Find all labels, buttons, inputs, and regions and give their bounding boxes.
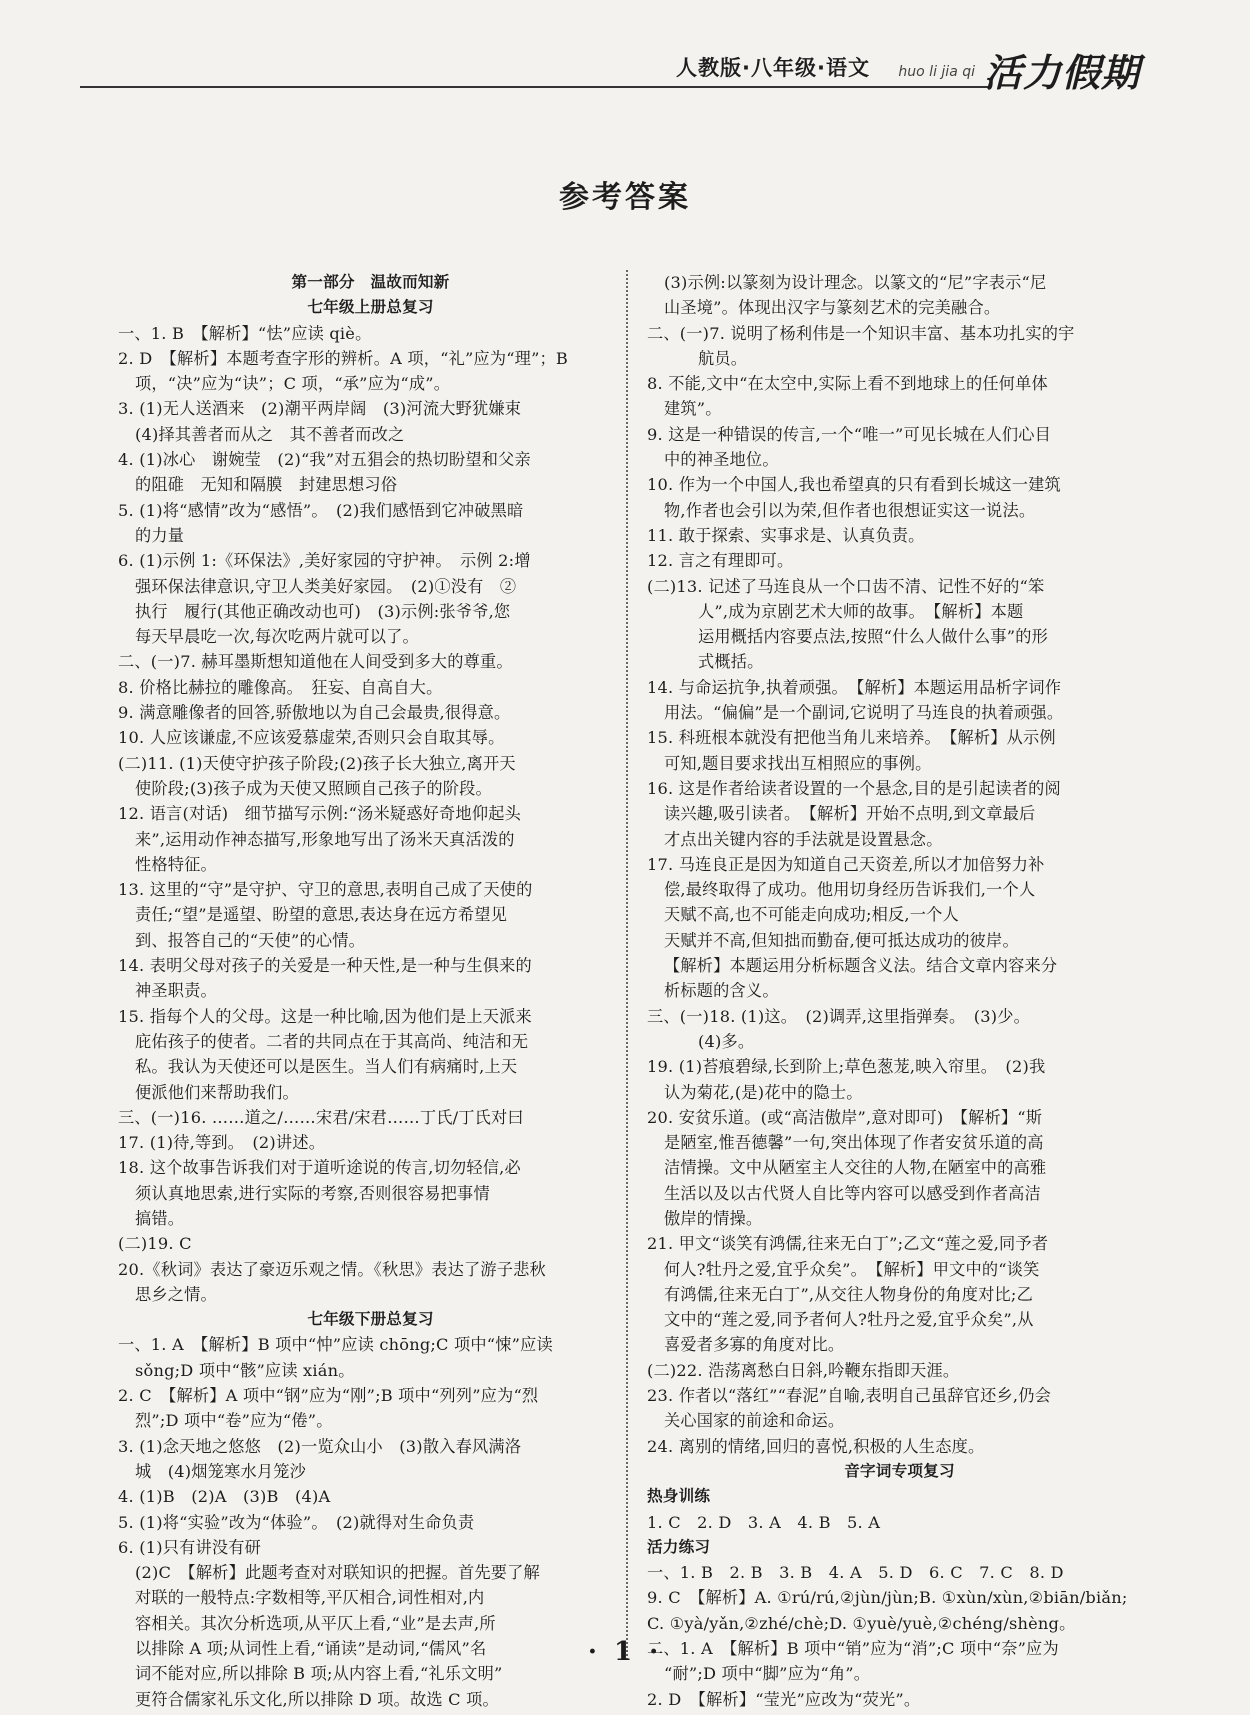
answer-line: 三、(一)16. ……道之/……宋君/宋君……丁氏/丁氏对曰 — [118, 1107, 524, 1127]
answer-line: 词不能对应,所以排除 B 项;从内容上看,“礼乐文明” — [135, 1664, 503, 1684]
answer-line: 更符合儒家礼乐文化,所以排除 D 项。故选 C 项。 — [135, 1689, 499, 1709]
answer-line: 读兴趣,吸引读者。 【解析】开始不点明,到文章最后 — [664, 804, 1036, 824]
header-rule — [80, 86, 990, 88]
answer-line: 的力量 — [135, 525, 185, 545]
answer-line: 【解析】本题运用分析标题含义法。结合文章内容来分 — [664, 956, 1058, 976]
answer-line: 来”,运用动作神态描写,形象地写出了汤米天真活泼的 — [135, 829, 515, 849]
answer-line: 5. (1)将“实验”改为“体验”。 (2)就得对生命负责 — [118, 1512, 475, 1532]
answer-line: 15. 科班根本就没有把他当角儿来培养。 【解析】从示例 — [647, 728, 1056, 748]
answer-line: 一、1. A 【解析】B 项中“忡”应读 chōng;C 项中“悚”应读 — [118, 1335, 553, 1355]
answer-line: 执行 履行(其他正确改动也可) (3)示例:张爷爷,您 — [135, 601, 511, 621]
answer-line: 文中的“莲之爱,同予者何人?牡丹之爱,宜乎众矣”,从 — [664, 1310, 1034, 1330]
answer-line: 8. 价格比赫拉的雕像高。 狂妄、自高自大。 — [118, 677, 443, 697]
answer-line: (二)22. 浩荡离愁白日斜,吟鞭东指即天涯。 — [647, 1360, 960, 1380]
answer-line: 10. 人应该谦虚,不应该爱慕虚荣,否则只会自取其辱。 — [118, 728, 505, 748]
answer-line: 是陋室,惟吾德馨”一句,突出体现了作者安贫乐道的高 — [664, 1133, 1044, 1153]
answer-line: 17. (1)待,等到。 (2)讲述。 — [118, 1133, 326, 1153]
page-title: 参考答案 — [559, 180, 691, 215]
answer-line: 有鸿儒,往来无白丁”,从交往人物身份的角度对比;乙 — [664, 1284, 1033, 1304]
answer-line: 中的神圣地位。 — [664, 450, 779, 470]
answer-line: 强环保法律意识,守卫人类美好家园。 (2)①没有 ② — [135, 576, 517, 596]
answer-line: 2. C 【解析】A 项中“钢”应为“刚”;B 项中“列列”应为“烈 — [118, 1386, 539, 1406]
answer-line: sǒng;D 项中“骸”应读 xián。 — [135, 1360, 355, 1380]
answer-line: 认为菊花,(是)花中的隐士。 — [664, 1082, 863, 1102]
column-divider — [626, 270, 628, 1660]
answer-line: 每天早晨吃一次,每次吃两片就可以了。 — [135, 627, 419, 647]
section-heading: 七年级下册总复习 — [307, 1310, 434, 1329]
answer-line: 性格特征。 — [135, 854, 217, 874]
page-header — [80, 50, 1140, 95]
answer-line: 13. 这里的“守”是守护、守卫的意思,表明自己成了天使的 — [118, 880, 533, 900]
answer-line: 19. (1)苔痕碧绿,长到阶上;草色葱茏,映入帘里。 (2)我 — [647, 1057, 1046, 1077]
answer-line: 5. (1)将“感情”改为“感悟”。 (2)我们感悟到它冲破黑暗 — [118, 500, 524, 520]
subsection-heading: 活力练习 — [647, 1537, 711, 1556]
answer-line: (4)多。 — [698, 1031, 755, 1051]
answer-line: 到、报答自己的“天使”的心情。 — [135, 930, 365, 950]
answer-line: 一、1. B 2. B 3. B 4. A 5. D 6. C 7. C 8. D — [647, 1563, 1064, 1583]
answer-line: 烈”;D 项中“卷”应为“倦”。 — [135, 1411, 333, 1431]
answer-line: 二、1. A 【解析】B 项中“销”应为“消”;C 项中“奈”应为 — [647, 1639, 1059, 1659]
answer-line: (4)择其善者而从之 其不善者而改之 — [135, 424, 405, 444]
answer-line: 23. 作者以“落红”“春泥”自喻,表明自己虽辞官还乡,仍会 — [647, 1386, 1052, 1406]
answer-line: (二)11. (1)天使守护孩子阶段;(2)孩子长大独立,离开天 — [118, 753, 516, 773]
answer-line: 生活以及以古代贤人自比等内容可以感受到作者高洁 — [664, 1183, 1041, 1203]
answer-line: 天赋并不高,但知拙而勤奋,便可抵达成功的彼岸。 — [664, 930, 1019, 950]
page-number: · 1 · — [587, 1637, 663, 1667]
section-heading: 七年级上册总复习 — [307, 298, 434, 317]
answer-line: 2. D 【解析】本题考查字形的辨析。A 项，“礼”应为“理”；B — [118, 348, 569, 368]
answer-line: 20.《秋词》表达了豪迈乐观之情。《秋思》表达了游子悲秋 — [118, 1259, 546, 1279]
left-column — [118, 270, 623, 1712]
subsection-heading: 热身训练 — [647, 1487, 711, 1506]
answer-line: 喜爱者多寡的角度对比。 — [664, 1335, 845, 1355]
answer-line: 9. 满意雕像者的回答,骄傲地以为自己会最贵,很得意。 — [118, 703, 511, 723]
answer-line: 天赋不高,也不可能走向成功;相反,一个人 — [664, 905, 959, 925]
answer-line: 城 (4)烟笼寒水月笼沙 — [135, 1461, 307, 1481]
answer-line: 用法。“偏偏”是一个副词,它说明了马连良的执着顽强。 — [664, 703, 1064, 723]
answer-line: 项，“决”应为“诀”；C 项，“承”应为“成”。 — [135, 374, 451, 394]
answer-line: 运用概括内容要点法,按照“什么人做什么事”的形 — [698, 627, 1049, 647]
answer-line: 3. (1)无人送酒来 (2)潮平两岸阔 (3)河流大野犹嫌束 — [118, 399, 522, 419]
answer-line: 二、(一)7. 赫耳墨斯想知道他在人间受到多大的尊重。 — [118, 652, 513, 672]
answer-line: 使阶段;(3)孩子成为天使又照顾自己孩子的阶段。 — [135, 778, 492, 798]
answer-line: 容相关。其次分析选项,从平仄上看,“业”是去声,所 — [135, 1613, 496, 1633]
answer-line: (2)C 【解析】此题考查对对联知识的把握。首先要了解 — [135, 1563, 540, 1583]
answer-line: 9. 这是一种错误的传言,一个“唯一”可见长城在人们心目 — [647, 424, 1052, 444]
answer-line: 15. 指每个人的父母。这是一种比喻,因为他们是上天派来 — [118, 1006, 532, 1026]
answer-line: 山圣境”。体现出汉字与篆刻艺术的完美融合。 — [664, 298, 1001, 318]
answer-line: 20. 安贫乐道。(或“高洁傲岸”,意对即可) 【解析】“斯 — [647, 1107, 1043, 1127]
answer-line: 18. 这个故事告诉我们对于道听途说的传言,切勿轻信,必 — [118, 1158, 521, 1178]
answer-line: 对联的一般特点:字数相等,平仄相合,词性相对,内 — [135, 1588, 485, 1608]
answer-line: 思乡之情。 — [135, 1284, 217, 1304]
answer-line: 二、(一)7. 说明了杨利伟是一个知识丰富、基本功扎实的宇 — [647, 323, 1075, 343]
section-heading: 第一部分 温故而知新 — [291, 273, 450, 291]
answer-line: 4. (1)冰心 谢婉莹 (2)“我”对五猖会的热切盼望和父亲 — [118, 450, 531, 470]
answer-line: “耐”;D 项中“脚”应为“角”。 — [664, 1664, 871, 1684]
answer-line: 偿,最终取得了成功。他用切身经历告诉我们,一个人 — [664, 880, 1036, 900]
answer-line: 14. 与命运抗争,执着顽强。 【解析】本题运用品析字词作 — [647, 677, 1062, 697]
answer-line: 6. (1)只有讲没有研 — [118, 1537, 262, 1557]
answer-line: (3)示例:以篆刻为设计理念。以篆文的“尼”字表示“尼 — [664, 273, 1047, 292]
answer-line: 航员。 — [698, 348, 748, 368]
answer-line: 建筑”。 — [664, 399, 722, 419]
answer-line: 12. 言之有理即可。 — [647, 551, 794, 571]
answer-line: 11. 敢于探索、实事求是、认真负责。 — [647, 525, 925, 545]
answer-line: 10. 作为一个中国人,我也希望真的只有看到长城这一建筑 — [647, 475, 1061, 495]
answer-line: 14. 表明父母对孩子的关爱是一种天性,是一种与生俱来的 — [118, 956, 532, 976]
answer-line: 3. (1)念天地之悠悠 (2)一览众山小 (3)散入春风满洛 — [118, 1436, 522, 1456]
answer-line: 便派他们来帮助我们。 — [135, 1082, 299, 1102]
answer-line: (二)19. C — [118, 1234, 192, 1254]
answer-line: 2. D 【解析】“莹光”应改为“荧光”。 — [647, 1689, 921, 1709]
answer-line: 12. 语言(对话) 细节描写示例:“汤米疑惑好奇地仰起头 — [118, 804, 521, 824]
section-heading: 音字词专项复习 — [844, 1461, 955, 1480]
answer-line: (二)13. 记述了马连良从一个口齿不清、记性不好的“笨 — [647, 576, 1045, 596]
answer-line: 24. 离别的情绪,回归的喜悦,积极的人生态度。 — [647, 1436, 985, 1456]
brand-pinyin: huo li jia qi — [898, 64, 975, 80]
answer-line: 庇佑孩子的使者。二者的共同点在于其高尚、纯洁和无 — [135, 1031, 529, 1051]
answer-line: 搞错。 — [135, 1208, 185, 1228]
answer-line: 何人?牡丹之爱,宜乎众矣”。 【解析】甲文中的“谈笑 — [664, 1259, 1040, 1279]
answer-line: 以排除 A 项;从词性上看,“诵读”是动词,“儒风”名 — [135, 1639, 487, 1659]
answer-line: 物,作者也会引以为荣,但作者也很想证实这一说法。 — [664, 500, 1036, 520]
answer-line: 6. (1)示例 1:《环保法》,美好家园的守护神。 示例 2:增 — [118, 551, 531, 571]
answer-line: 神圣职责。 — [135, 981, 217, 1001]
answer-line: 三、(一)18. (1)这。 (2)调弄,这里指弹奏。 (3)少。 — [647, 1006, 1031, 1026]
answer-line: 式概括。 — [698, 652, 764, 672]
answer-line: C. ①yà/yǎn,②zhé/chè;D. ①yuè/yuè,②chéng/shèng。 — [647, 1613, 1076, 1633]
answer-line: 析标题的含义。 — [664, 981, 779, 1001]
right-column — [647, 270, 1152, 1712]
answer-line: 才点出关键内容的手法就是设置悬念。 — [664, 829, 943, 849]
answer-line: 责任;“望”是遥望、盼望的意思,表达身在远方希望见 — [135, 905, 508, 925]
answer-line: 人”,成为京剧艺术大师的故事。 【解析】本题 — [698, 601, 1024, 621]
answer-line: 可知,题目要求找出互相照应的事例。 — [664, 753, 932, 773]
answer-line: 须认真地思索,进行实际的考察,否则很容易把事情 — [135, 1183, 490, 1203]
answer-line: 16. 这是作者给读者设置的一个悬念,目的是引起读者的阅 — [647, 778, 1061, 798]
edition-label: 人教版·八年级·语文 — [676, 56, 870, 80]
answer-line: 一、1. B 【解析】“怯”应读 qiè。 — [118, 323, 372, 343]
answer-line: 的阻碓 无知和隔膜 封建思想习俗 — [135, 475, 398, 495]
answer-line: 21. 甲文“谈笑有鸿儒,往来无白丁”;乙文“莲之爱,同予者 — [647, 1234, 1049, 1254]
answer-line: 4. (1)B (2)A (3)B (4)A — [118, 1487, 331, 1507]
answer-line: 关心国家的前途和命运。 — [664, 1411, 845, 1431]
answer-line: 8. 不能,文中“在太空中,实际上看不到地球上的任何单体 — [647, 374, 1048, 394]
answer-line: 9. C 【解析】A. ①rú/rú,②jùn/jùn;B. ①xùn/xùn,②biān/biǎn; — [647, 1588, 1128, 1608]
answer-line: 洁情操。文中从陋室主人交往的人物,在陋室中的高雅 — [664, 1158, 1047, 1178]
answer-line: 1. C 2. D 3. A 4. B 5. A — [647, 1512, 881, 1532]
answer-line: 傲岸的情操。 — [664, 1208, 763, 1228]
answer-line: 私。我认为天使还可以是医生。当人们有病痛时,上天 — [135, 1057, 518, 1077]
answer-line: 17. 马连良正是因为知道自己天资差,所以才加倍努力补 — [647, 854, 1045, 874]
brand-logo: 活力假期 — [983, 51, 1140, 95]
